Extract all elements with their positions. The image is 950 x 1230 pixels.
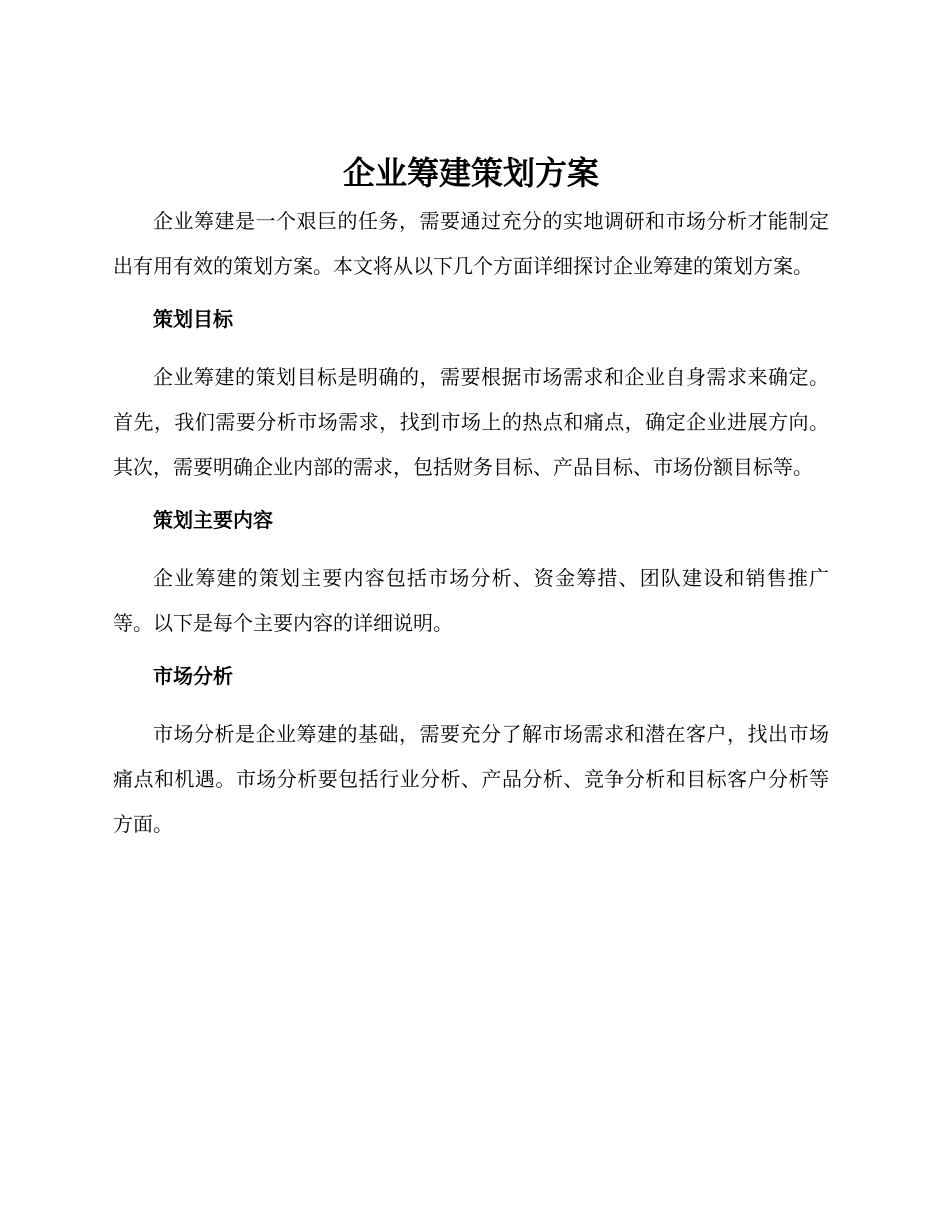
spacer <box>113 342 829 355</box>
spacer <box>113 699 829 712</box>
spacer <box>113 543 829 556</box>
document-title: 企业筹建策划方案 <box>342 154 599 192</box>
spacer <box>113 646 829 654</box>
document-page <box>113 150 829 847</box>
section-body-main-content: 企业筹建的策划主要内容包括市场分析、资金筹措、团队建设和销售推广等。以下是每个主要内容的详细说明。 <box>113 566 829 635</box>
spacer <box>113 289 829 297</box>
section-heading-main-content: 策划主要内容 <box>153 508 273 532</box>
spacer <box>113 490 829 498</box>
intro-paragraph: 企业筹建是一个艰巨的任务，需要通过充分的实地调研和市场分析才能制定出有用有效的策划方案。本文将从以下几个方面详细探讨企业筹建的策划方案。 <box>113 209 829 278</box>
section-heading-objectives: 策划目标 <box>153 307 233 331</box>
section-heading-market-analysis: 市场分析 <box>153 664 233 688</box>
section-body-objectives: 企业筹建的策划目标是明确的，需要根据市场需求和企业自身需求来确定。首先，我们需要分析市场需求，找到市场上的热点和痛点，确定企业进展方向。其次，需要明确企业内部的需求，包括财务目标、产品目标、市场份额目标等。 <box>113 365 829 479</box>
section-body-market-analysis: 市场分析是企业筹建的基础，需要充分了解市场需求和潜在客户，找出市场痛点和机遇。市场分析要包括行业分析、产品分析、竞争分析和目标客户分析等方面。 <box>113 722 829 836</box>
